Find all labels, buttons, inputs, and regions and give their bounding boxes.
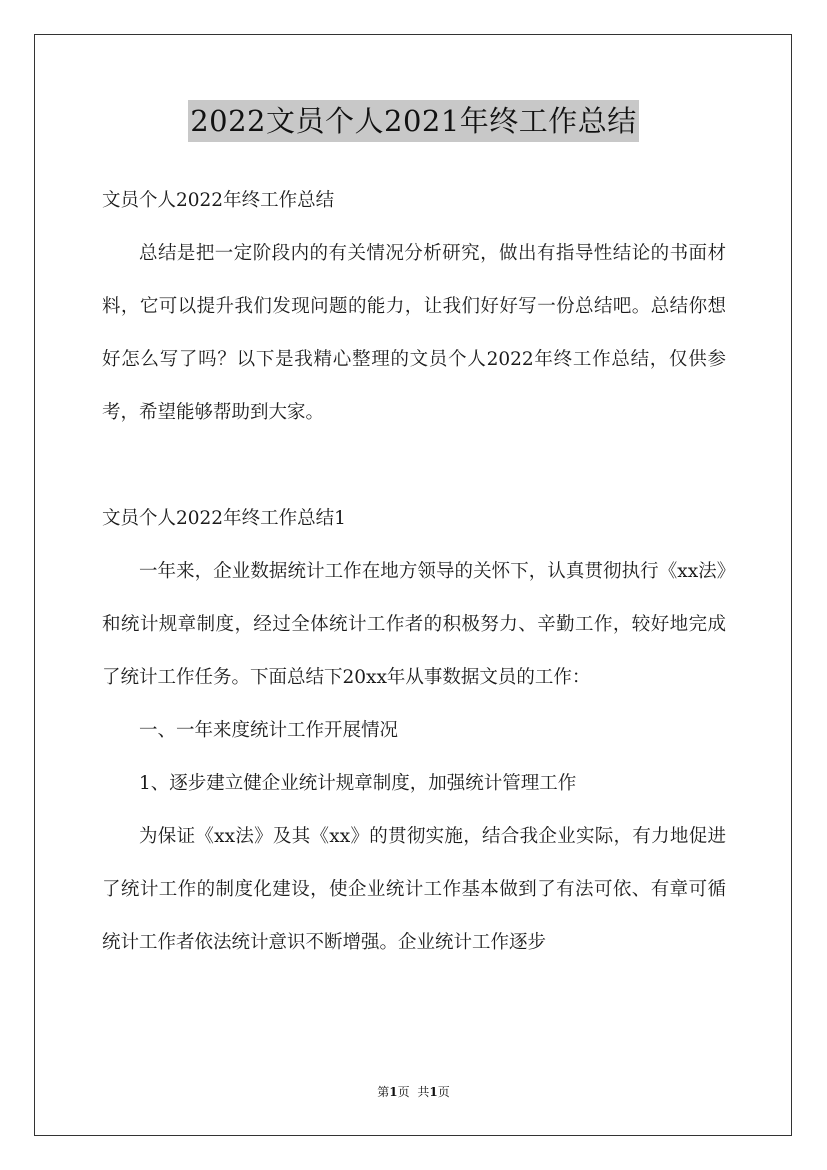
title-wrap bbox=[0, 100, 827, 142]
section1-paragraph-1: 一年来，企业数据统计工作在地方领导的关怀下，认真贯彻执行《xx法》和统计规章制度，经过全体统计工作者的积极努力、辛勤工作，较好地完成了统计工作任务。下面总结下20xx年从事数据文员的工作： bbox=[102, 561, 726, 688]
page-suffix: 页 bbox=[397, 1085, 410, 1099]
page-footer bbox=[0, 1082, 827, 1102]
page-number: 1 bbox=[389, 1085, 398, 1099]
document-body bbox=[102, 174, 726, 969]
total-pages: 1 bbox=[429, 1085, 438, 1099]
total-suffix: 页 bbox=[437, 1085, 450, 1099]
section1-item-1: 1、逐步建立健企业统计规章制度，加强统计管理工作 bbox=[139, 773, 577, 794]
total-prefix: 共 bbox=[417, 1085, 430, 1099]
section1-paragraph-2: 为保证《xx法》及其《xx》的贯彻实施，结合我企业实际，有力地促进了统计工作的制度化建设，使企业统计工作基本做到了有法可依、有章可循统计工作者依法统计意识不断增强。企业统计工作逐步 bbox=[102, 826, 726, 953]
document-subtitle: 文员个人2022年终工作总结 bbox=[102, 190, 335, 211]
document-title: 2022文员个人2021年终工作总结 bbox=[188, 100, 639, 142]
page-prefix: 第 bbox=[377, 1085, 390, 1099]
section1-heading: 文员个人2022年终工作总结1 bbox=[102, 508, 346, 529]
section1-subheading: 一、一年来度统计工作开展情况 bbox=[139, 720, 399, 741]
section-gap bbox=[102, 439, 726, 492]
intro-paragraph: 总结是把一定阶段内的有关情况分析研究，做出有指导性结论的书面材料，它可以提升我们发现问题的能力，让我们好好写一份总结吧。总结你想好怎么写了吗？以下是我精心整理的文员个人2022年终工作总结，仅供参考，希望能够帮助到大家。 bbox=[102, 243, 726, 423]
